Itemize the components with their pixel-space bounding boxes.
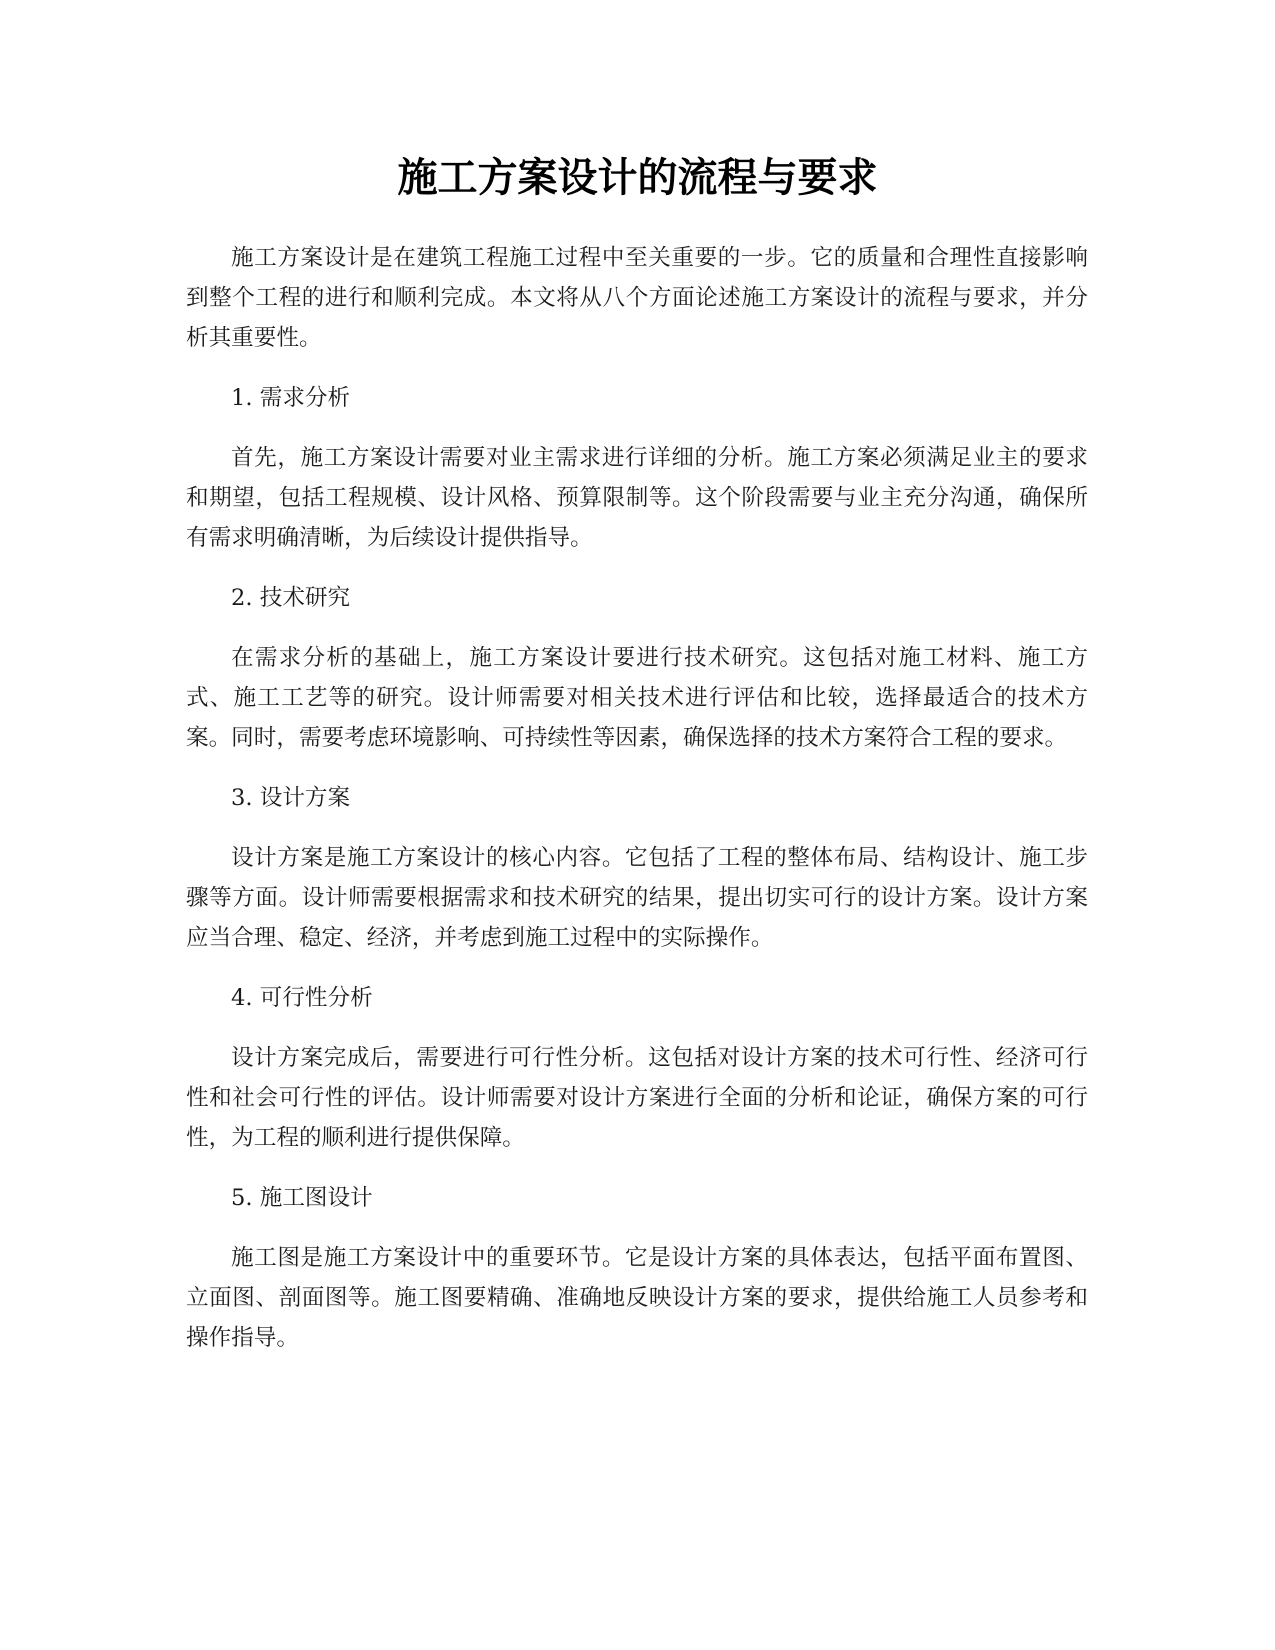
section-paragraph: 在需求分析的基础上，施工方案设计要进行技术研究。这包括对施工材料、施工方式、施工工艺等的研究。设计师需要对相关技术进行评估和比较，选择最适合的技术方案。同时，需要考虑环境影响、可持续性等因素，确保选择的技术方案符合工程的要求。 bbox=[186, 645, 1088, 751]
section-paragraph: 首先，施工方案设计需要对业主需求进行详细的分析。施工方案必须满足业主的要求和期望，包括工程规模、设计风格、预算限制等。这个阶段需要与业主充分沟通，确保所有需求明确清晰，为后续设计提供指导。 bbox=[186, 445, 1088, 551]
section-heading: 5. 施工图设计 bbox=[231, 1185, 373, 1211]
section-paragraph: 设计方案是施工方案设计的核心内容。它包括了工程的整体布局、结构设计、施工步骤等方面。设计师需要根据需求和技术研究的结果，提出切实可行的设计方案。设计方案应当合理、稳定、经济，并考虑到施工过程中的实际操作。 bbox=[186, 845, 1088, 951]
section-heading: 4. 可行性分析 bbox=[231, 985, 373, 1011]
section-heading: 1. 需求分析 bbox=[231, 385, 351, 411]
section-heading: 2. 技术研究 bbox=[231, 585, 351, 611]
section-heading: 3. 设计方案 bbox=[231, 785, 351, 811]
section-paragraph: 设计方案完成后，需要进行可行性分析。这包括对设计方案的技术可行性、经济可行性和社会可行性的评估。设计师需要对设计方案进行全面的分析和论证，确保方案的可行性，为工程的顺利进行提供保障。 bbox=[186, 1045, 1088, 1151]
section-paragraph: 施工图是施工方案设计中的重要环节。它是设计方案的具体表达，包括平面布置图、立面图、剖面图等。施工图要精确、准确地反映设计方案的要求，提供给施工人员参考和操作指导。 bbox=[186, 1245, 1088, 1351]
intro-paragraph: 施工方案设计是在建筑工程施工过程中至关重要的一步。它的质量和合理性直接影响到整个工程的进行和顺利完成。本文将从八个方面论述施工方案设计的流程与要求，并分析其重要性。 bbox=[186, 245, 1088, 351]
document-title: 施工方案设计的流程与要求 bbox=[397, 155, 878, 201]
document-body bbox=[186, 238, 1088, 1378]
